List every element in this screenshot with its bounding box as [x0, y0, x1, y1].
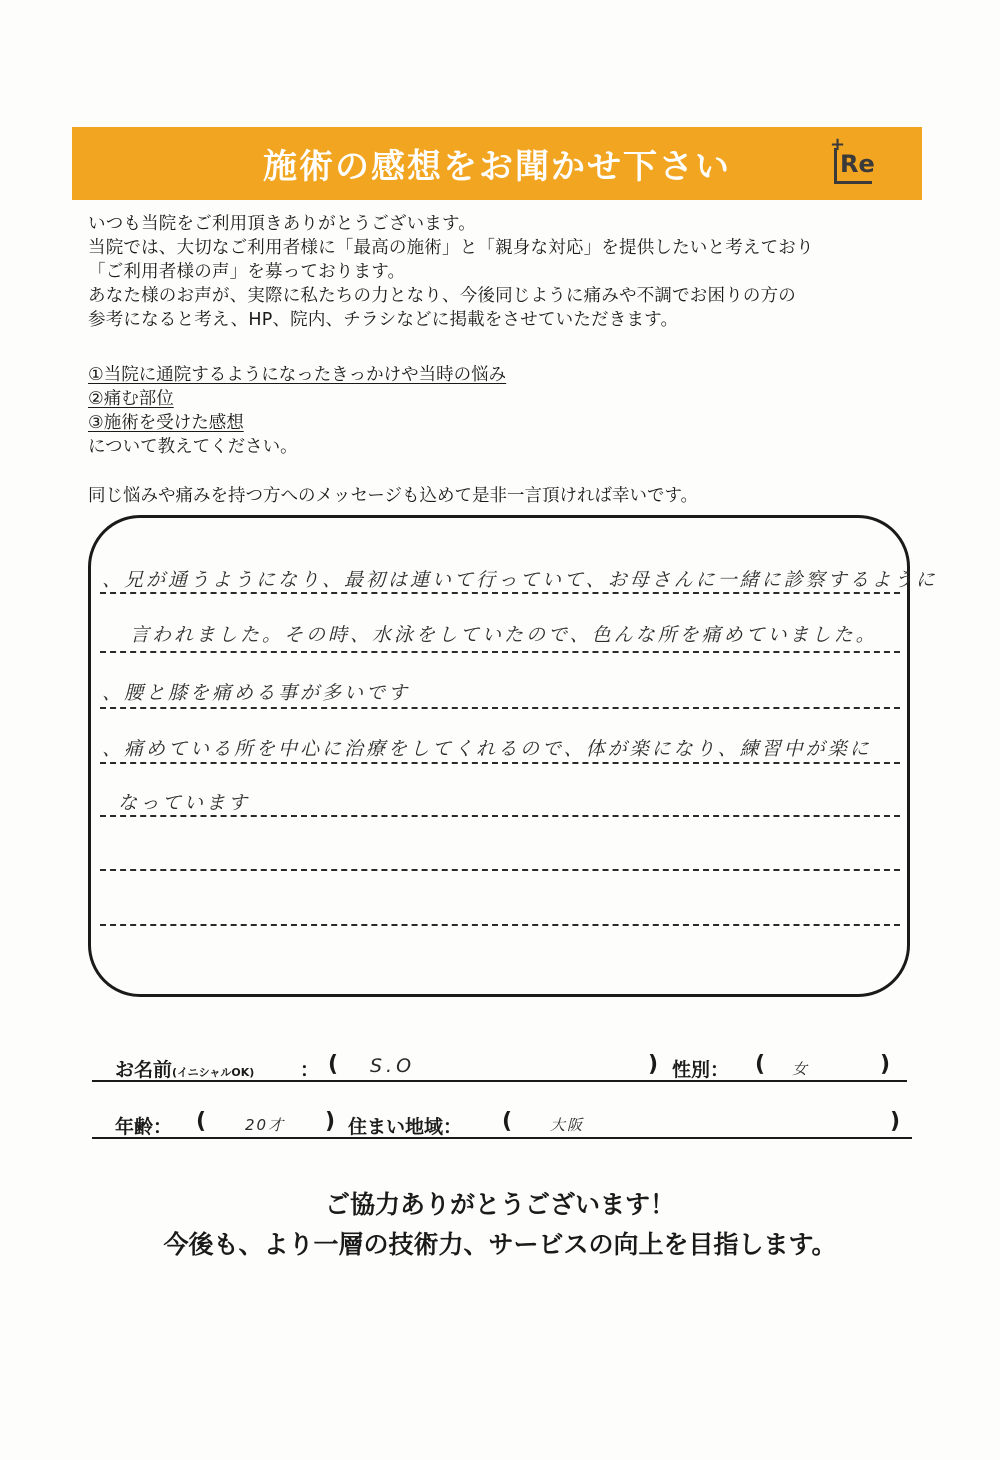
thanks-message — [0, 1185, 1000, 1265]
thanks-line: ご協力ありがとうございます！ — [324, 1190, 675, 1219]
answer-line: 、兄が通うようになり、最初は連いて行っていて、お母さんに一緒に診察するように — [102, 569, 938, 591]
name-underline — [92, 1080, 907, 1082]
intro-line: 当院では、大切なご利用者様に「最高の施術」と「親身な対応」を提供したいと考えており — [88, 238, 814, 258]
intro-line: いつも当院をご利用頂きありがとうございます。 — [88, 214, 476, 234]
page-title: 施術の感想をお聞かせ下さい — [263, 147, 731, 187]
answer-rule — [100, 869, 900, 871]
area-value: 大阪 — [550, 1116, 585, 1134]
re-logo — [830, 134, 875, 184]
gender-paren-close: ) — [880, 1052, 891, 1077]
name-paren-open: ( — [328, 1052, 339, 1077]
header-banner — [72, 127, 922, 200]
logo-text: Re — [840, 150, 875, 178]
answer-rule — [100, 592, 900, 594]
name-value: S.O — [370, 1055, 416, 1077]
question-2: ②痛む部位 — [88, 389, 174, 409]
name-label: お名前(イニシャルOK) — [115, 1059, 255, 1081]
intro-line: 「ご利用者様の声」を募っております。 — [88, 262, 406, 282]
answer-rule — [100, 651, 900, 653]
answer-rule — [100, 815, 900, 817]
name-paren-close: ) — [648, 1052, 659, 1077]
question-tail: について教えてください。 — [88, 437, 298, 457]
question-3: ③施術を受けた感想 — [88, 413, 244, 433]
gender-label: 性別： — [672, 1059, 730, 1081]
intro-line: 参考になると考え、HP、院内、チラシなどに掲載をさせていただきます。 — [88, 310, 679, 330]
age-paren-open: ( — [196, 1109, 207, 1134]
area-paren-close: ) — [890, 1109, 901, 1134]
question-1: ①当院に通院するようになったきっかけや当時の悩み — [88, 365, 507, 385]
answer-line: 、痛めている所を中心に治療をしてくれるので、体が楽になり、練習中が楽に — [102, 738, 872, 760]
answer-line: 、腰と膝を痛める事が多いです — [102, 682, 411, 704]
area-label: 住まい地域： — [348, 1116, 463, 1138]
answer-rule — [100, 707, 900, 709]
answer-line: なっています — [118, 792, 251, 814]
age-label: 年齢： — [115, 1116, 173, 1138]
age-value: 20才 — [245, 1116, 286, 1134]
gender-value: 女 — [792, 1060, 810, 1078]
answer-line: 言われました。その時、水泳をしていたので、色んな所を痛めていました。 — [130, 624, 878, 646]
intro-text — [88, 212, 938, 332]
age-underline — [92, 1137, 912, 1139]
goal-line: 今後も、より一層の技術力、サービスの向上を目指します。 — [163, 1230, 837, 1259]
name-colon: ： — [300, 1059, 320, 1081]
answer-rule — [100, 924, 900, 926]
age-paren-close: ) — [325, 1109, 336, 1134]
answer-rule — [100, 762, 900, 764]
question-list — [88, 363, 506, 459]
logo-plus-mark: + — [830, 134, 846, 155]
intro-line: あなた様のお声が、実際に私たちの力となり、今後同じように痛みや不調でお困りの方の — [88, 286, 796, 306]
gender-paren-open: ( — [755, 1052, 766, 1077]
area-paren-open: ( — [502, 1109, 513, 1134]
message-prompt: 同じ悩みや痛みを持つ方へのメッセージも込めて是非一言頂ければ幸いです。 — [88, 486, 699, 506]
